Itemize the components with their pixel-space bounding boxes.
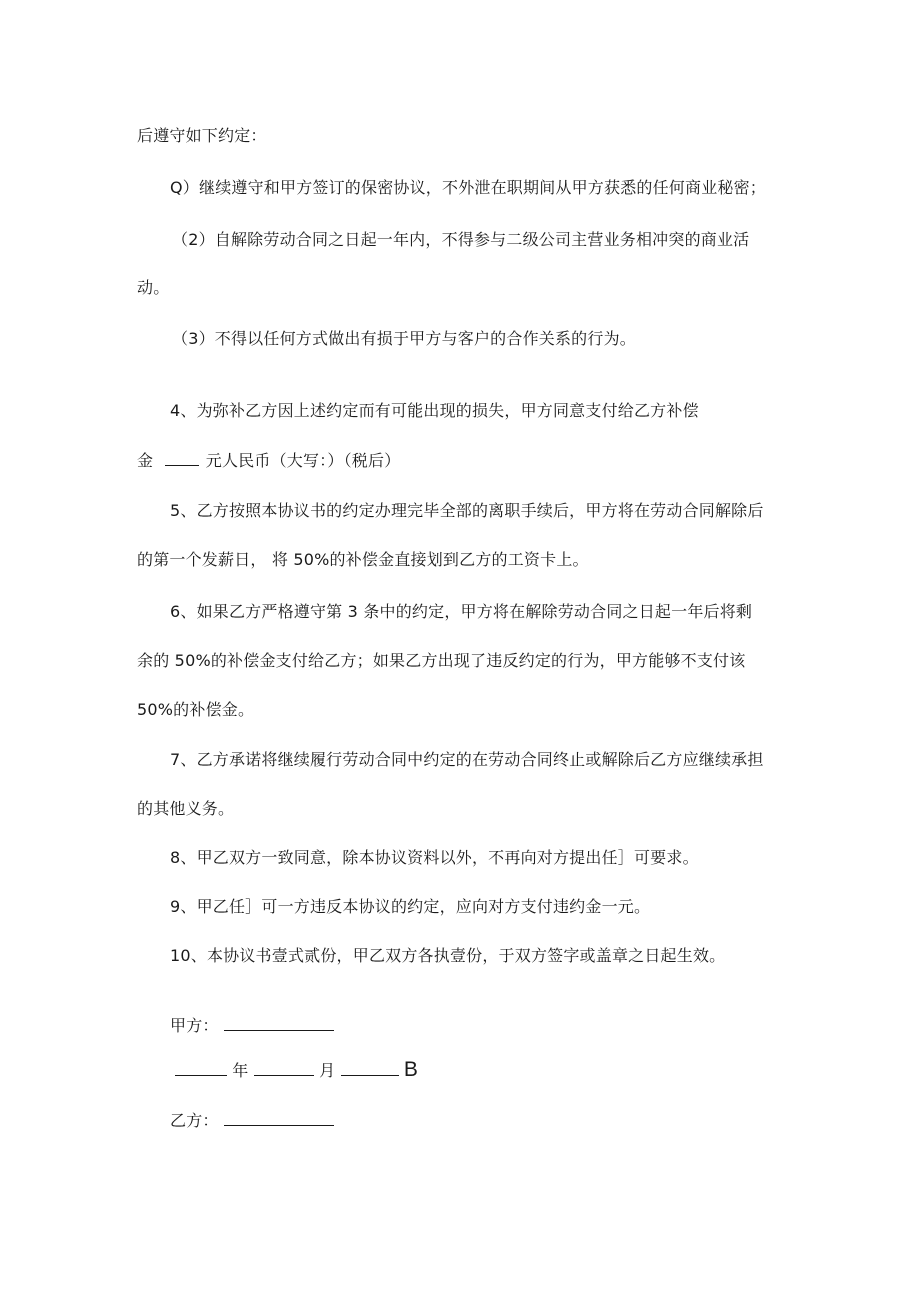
compensation-suffix: 元人民币（大写：）（税后） — [205, 451, 401, 470]
clause-10: 10、本协议书壹式贰份，甲乙双方各执壹份，于双方签字或盖章之日起生效。 — [170, 946, 726, 965]
party-a-blank — [224, 1015, 334, 1031]
clause-6-line-1: 6、如果乙方严格遵守第 3 条中的约定，甲方将在解除劳动合同之日起一年后将剩 — [170, 602, 753, 621]
day-label: B — [403, 1058, 419, 1081]
year-blank — [175, 1060, 227, 1076]
clause-5-line-2: 的第一个发薪日， 将 50%的补偿金直接划到乙方的工资卡上。 — [137, 550, 589, 569]
clause-sub-2-line-2: 动。 — [137, 278, 170, 297]
clause-7-line-1: 7、乙方承诺将继续履行劳动合同中约定的在劳动合同终止或解除后乙方应继续承担 — [170, 750, 764, 769]
compensation-prefix: 金 — [137, 451, 154, 470]
party-a-signature — [170, 1015, 334, 1036]
clause-5-line-1: 5、乙方按照本协议书的约定办理完毕全部的离职手续后，甲方将在劳动合同解除后 — [170, 501, 764, 520]
clause-4-line-1: 4、为弥补乙方因上述约定而有可能出现的损失，甲方同意支付给乙方补偿 — [170, 401, 699, 420]
clause-7-line-2: 的其他义务。 — [137, 799, 235, 818]
signature-date — [175, 1060, 418, 1081]
intro-tail: 后遵守如下约定： — [137, 126, 267, 145]
clause-6-line-3: 50%的补偿金。 — [137, 700, 255, 719]
clause-8: 8、甲乙双方一致同意，除本协议资料以外，不再向对方提出任］可要求。 — [170, 848, 699, 867]
party-b-signature — [170, 1110, 334, 1131]
party-a-label: 甲方： — [170, 1016, 219, 1035]
party-b-blank — [224, 1110, 334, 1126]
month-label: 月 — [319, 1061, 336, 1080]
year-label: 年 — [232, 1061, 249, 1080]
clause-4-line-2 — [137, 450, 400, 471]
day-blank — [341, 1060, 399, 1076]
clause-9: 9、甲乙任］可一方违反本协议的约定，应向对方支付违约金一元。 — [170, 897, 651, 916]
clause-sub-1: Q）继续遵守和甲方签订的保密协议，不外泄在职期间从甲方获悉的任何商业秘密； — [170, 178, 766, 197]
month-blank — [254, 1060, 314, 1076]
clause-sub-2-line-1: （2）自解除劳动合同之日起一年内，不得参与二级公司主营业务相冲突的商业活 — [172, 230, 750, 249]
clause-6-line-2: 余的 50%的补偿金支付给乙方；如果乙方出现了违反约定的行为，甲方能够不支付该 — [137, 651, 746, 670]
party-b-label: 乙方： — [170, 1111, 219, 1130]
amount-blank — [165, 450, 199, 466]
clause-sub-3: （3）不得以任何方式做出有损于甲方与客户的合作关系的行为。 — [172, 329, 636, 348]
